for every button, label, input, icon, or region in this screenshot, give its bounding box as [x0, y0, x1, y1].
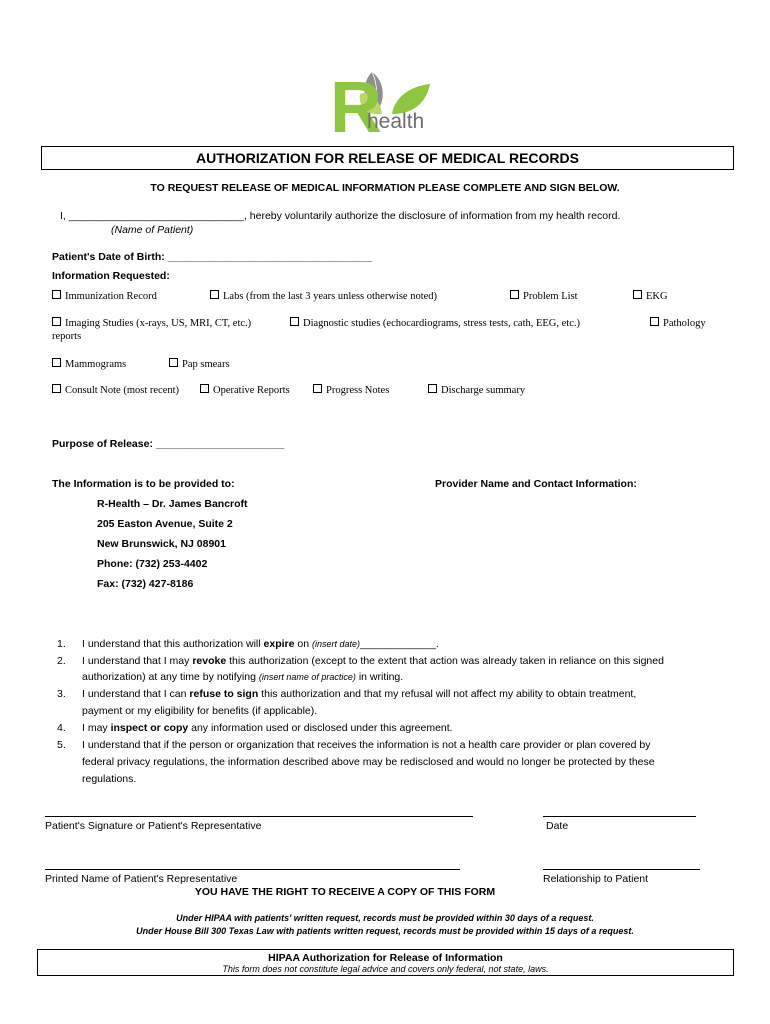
- hipaa-note-30-days: Under HIPAA with patients' written request, records must be provided within 30 days of a request.: [176, 913, 594, 923]
- checkbox-pap-smears[interactable]: [169, 358, 230, 370]
- imaging-continuation: reports: [52, 331, 82, 342]
- printed-name-line[interactable]: [45, 869, 460, 870]
- signature-label: Patient's Signature or Patient's Representative: [45, 820, 262, 832]
- checkbox-progress-notes[interactable]: [313, 384, 389, 396]
- term-revoke: I understand that I may revoke this authorization (except to the extent that action was already taken in reliance on this signed: [82, 655, 664, 667]
- term-revoke-continued: authorization) at any time by notifying (insert name of practice) in writing.: [82, 671, 404, 683]
- term-redisclosure-continued: federal privacy regulations, the information described above may be redisclosed and would no longer be protected by these: [82, 756, 655, 768]
- checkbox-problem-list[interactable]: [510, 290, 578, 302]
- recipient-name: R-Health – Dr. James Bancroft: [97, 498, 248, 510]
- term-number: 3.: [57, 688, 66, 700]
- checkbox-label: Imaging Studies (x-rays, US, MRI, CT, etc.): [65, 318, 252, 329]
- term-refuse: I understand that I can refuse to sign this authorization and that my refusal will not affect my ability to obtain treatment,: [82, 688, 637, 700]
- form-title: AUTHORIZATION FOR RELEASE OF MEDICAL RECORDS: [41, 146, 734, 170]
- relationship-line[interactable]: [543, 869, 700, 870]
- texas-note-15-days: Under House Bill 300 Texas Law with patients written request, records must be provided within 15 days of a request.: [136, 926, 634, 936]
- svg-text:R: R: [330, 68, 382, 140]
- checkbox-label: Labs (from the last 3 years unless otherwise noted): [223, 291, 438, 302]
- recipient-fax: Fax: (732) 427-8186: [97, 578, 194, 590]
- checkbox-label: Consult Note (most recent): [65, 385, 180, 396]
- checkbox-immunization[interactable]: [52, 290, 157, 302]
- relationship-label: Relationship to Patient: [543, 873, 649, 885]
- checkbox-icon[interactable]: [52, 384, 61, 393]
- checkbox-diagnostic[interactable]: [290, 317, 580, 329]
- form-subtitle: TO REQUEST RELEASE OF MEDICAL INFORMATION PLEASE COMPLETE AND SIGN BELOW.: [150, 182, 620, 194]
- information-requested-heading: Information Requested:: [52, 270, 170, 282]
- provider-contact-heading: Provider Name and Contact Information:: [435, 478, 637, 490]
- term-redisclosure-end: regulations.: [82, 773, 137, 785]
- checkbox-icon[interactable]: [200, 384, 209, 393]
- term-number: 5.: [57, 739, 66, 751]
- footer-title: HIPAA Authorization for Release of Information: [268, 952, 503, 964]
- name-of-patient-caption: (Name of Patient): [111, 224, 194, 236]
- checkbox-label: Operative Reports: [213, 385, 290, 396]
- checkbox-icon[interactable]: [52, 290, 61, 299]
- checkbox-label: Diagnostic studies (echocardiograms, stress tests, cath, EEG, etc.): [303, 318, 581, 329]
- checkbox-icon[interactable]: [313, 384, 322, 393]
- checkbox-discharge-summary[interactable]: [428, 384, 525, 396]
- provided-to-heading: The Information is to be provided to:: [52, 478, 235, 490]
- term-redisclosure: I understand that if the person or organization that receives the information is not a health care provider or plan covered by: [82, 739, 651, 751]
- checkbox-label: Pathology: [663, 318, 706, 329]
- checkbox-ekg[interactable]: [633, 290, 668, 302]
- checkbox-icon[interactable]: [510, 290, 519, 299]
- recipient-address-line2: New Brunswick, NJ 08901: [97, 538, 226, 550]
- term-number: 2.: [57, 655, 66, 667]
- checkbox-icon[interactable]: [290, 317, 299, 326]
- footer-disclaimer: This form does not constitute legal advice and covers only federal, not state, laws.: [222, 964, 549, 974]
- date-label: Date: [546, 820, 569, 832]
- recipient-address-line1: 205 Easton Avenue, Suite 2: [97, 518, 233, 530]
- logo-wordmark: health: [367, 110, 425, 133]
- checkbox-label: Progress Notes: [326, 385, 390, 396]
- term-number: 4.: [57, 722, 66, 734]
- checkbox-label: Pap smears: [182, 359, 230, 370]
- checkbox-labs[interactable]: [210, 290, 437, 302]
- checkbox-icon[interactable]: [169, 358, 178, 367]
- checkbox-icon[interactable]: [633, 290, 642, 299]
- checkbox-label: EKG: [646, 291, 668, 302]
- checkbox-pathology[interactable]: [650, 317, 706, 329]
- term-number: 1.: [57, 638, 66, 650]
- term-refuse-continued: payment or my eligibility for benefits (if applicable).: [82, 705, 318, 717]
- checkbox-operative-reports[interactable]: [200, 384, 290, 396]
- checkbox-icon[interactable]: [428, 384, 437, 393]
- footer-box: [37, 949, 734, 976]
- checkbox-icon[interactable]: [210, 290, 219, 299]
- checkbox-label: Problem List: [523, 291, 578, 302]
- checkbox-consult-note[interactable]: [52, 384, 179, 396]
- term-expire: I understand that this authorization will expire on (insert date)_____________.: [82, 638, 439, 650]
- checkbox-label: Discharge summary: [441, 385, 526, 396]
- date-of-birth-field[interactable]: Patient's Date of Birth: ___________________________________: [52, 251, 373, 263]
- checkbox-imaging[interactable]: [52, 317, 251, 329]
- checkbox-label: Mammograms: [65, 359, 127, 370]
- checkbox-icon[interactable]: [650, 317, 659, 326]
- signature-line[interactable]: [45, 816, 473, 817]
- printed-name-label: Printed Name of Patient's Representative: [45, 873, 238, 885]
- patient-name-line[interactable]: I, ______________________________, hereby voluntarily authorize the disclosure of information from my health record.: [60, 210, 621, 222]
- checkbox-icon[interactable]: [52, 358, 61, 367]
- checkbox-icon[interactable]: [52, 317, 61, 326]
- date-line[interactable]: [543, 816, 696, 817]
- checkbox-label: Immunization Record: [65, 291, 157, 302]
- purpose-of-release-field[interactable]: Purpose of Release: ______________________: [52, 438, 285, 450]
- term-inspect: I may inspect or copy any information used or disclosed under this agreement.: [82, 722, 453, 734]
- checkbox-mammograms[interactable]: [52, 358, 126, 370]
- right-to-copy-notice: YOU HAVE THE RIGHT TO RECEIVE A COPY OF THIS FORM: [194, 886, 496, 898]
- recipient-phone: Phone: (732) 253-4402: [97, 558, 208, 570]
